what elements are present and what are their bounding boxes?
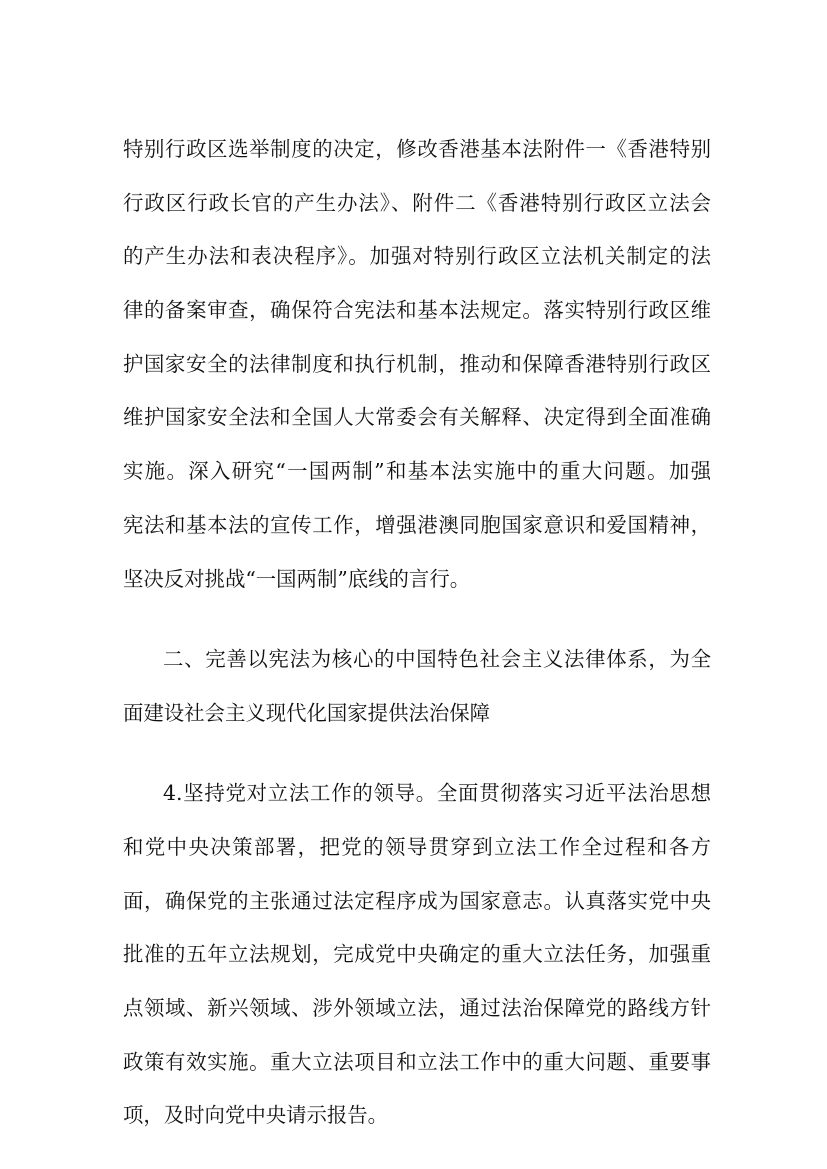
text-line: 维护国家安全法和全国人大常委会有关解释、决定得到全面准确 xyxy=(123,405,711,429)
heading-line: 面建设社会主义现代化国家提供法治保障 xyxy=(123,701,491,725)
text-line: 律的备案审查，确保符合宪法和基本法规定。落实特别行政区维 xyxy=(123,298,711,322)
text-line: 宪法和基本法的宣传工作，增强港澳同胞国家意识和爱国精神， xyxy=(123,513,711,537)
heading-line: 二、完善以宪法为核心的中国特色社会主义法律体系，为全 xyxy=(163,647,711,671)
text-line: 实施。深入研究“一国两制”和基本法实施中的重大问题。加强 xyxy=(123,459,711,483)
text-line: 项，及时向党中央请示报告。 xyxy=(123,1103,389,1127)
text-line: 政策有效实施。重大立法项目和立法工作中的重大问题、重要事 xyxy=(123,1050,711,1074)
text-line: 4.坚持党对立法工作的领导。全面贯彻落实习近平法治思想 xyxy=(163,781,711,805)
text-line: 批准的五年立法规划，完成党中央确定的重大立法任务，加强重 xyxy=(123,942,711,966)
text-line: 和党中央决策部署，把党的领导贯穿到立法工作全过程和各方 xyxy=(123,835,711,859)
text-line: 坚决反对挑战“一国两制”底线的言行。 xyxy=(123,567,471,591)
text-line: 面，确保党的主张通过法定程序成为国家意志。认真落实党中央 xyxy=(123,889,711,913)
text-line: 的产生办法和表决程序》。加强对特别行政区立法机关制定的法 xyxy=(123,244,711,268)
text-line: 特别行政区选举制度的决定，修改香港基本法附件一《香港特别 xyxy=(123,137,711,161)
text-line: 行政区行政长官的产生办法》、附件二《香港特别行政区立法会 xyxy=(123,191,711,215)
text-line: 点领域、新兴领域、涉外领域立法，通过法治保障党的路线方针 xyxy=(123,996,711,1020)
text-line: 护国家安全的法律制度和执行机制，推动和保障香港特别行政区 xyxy=(123,352,711,376)
